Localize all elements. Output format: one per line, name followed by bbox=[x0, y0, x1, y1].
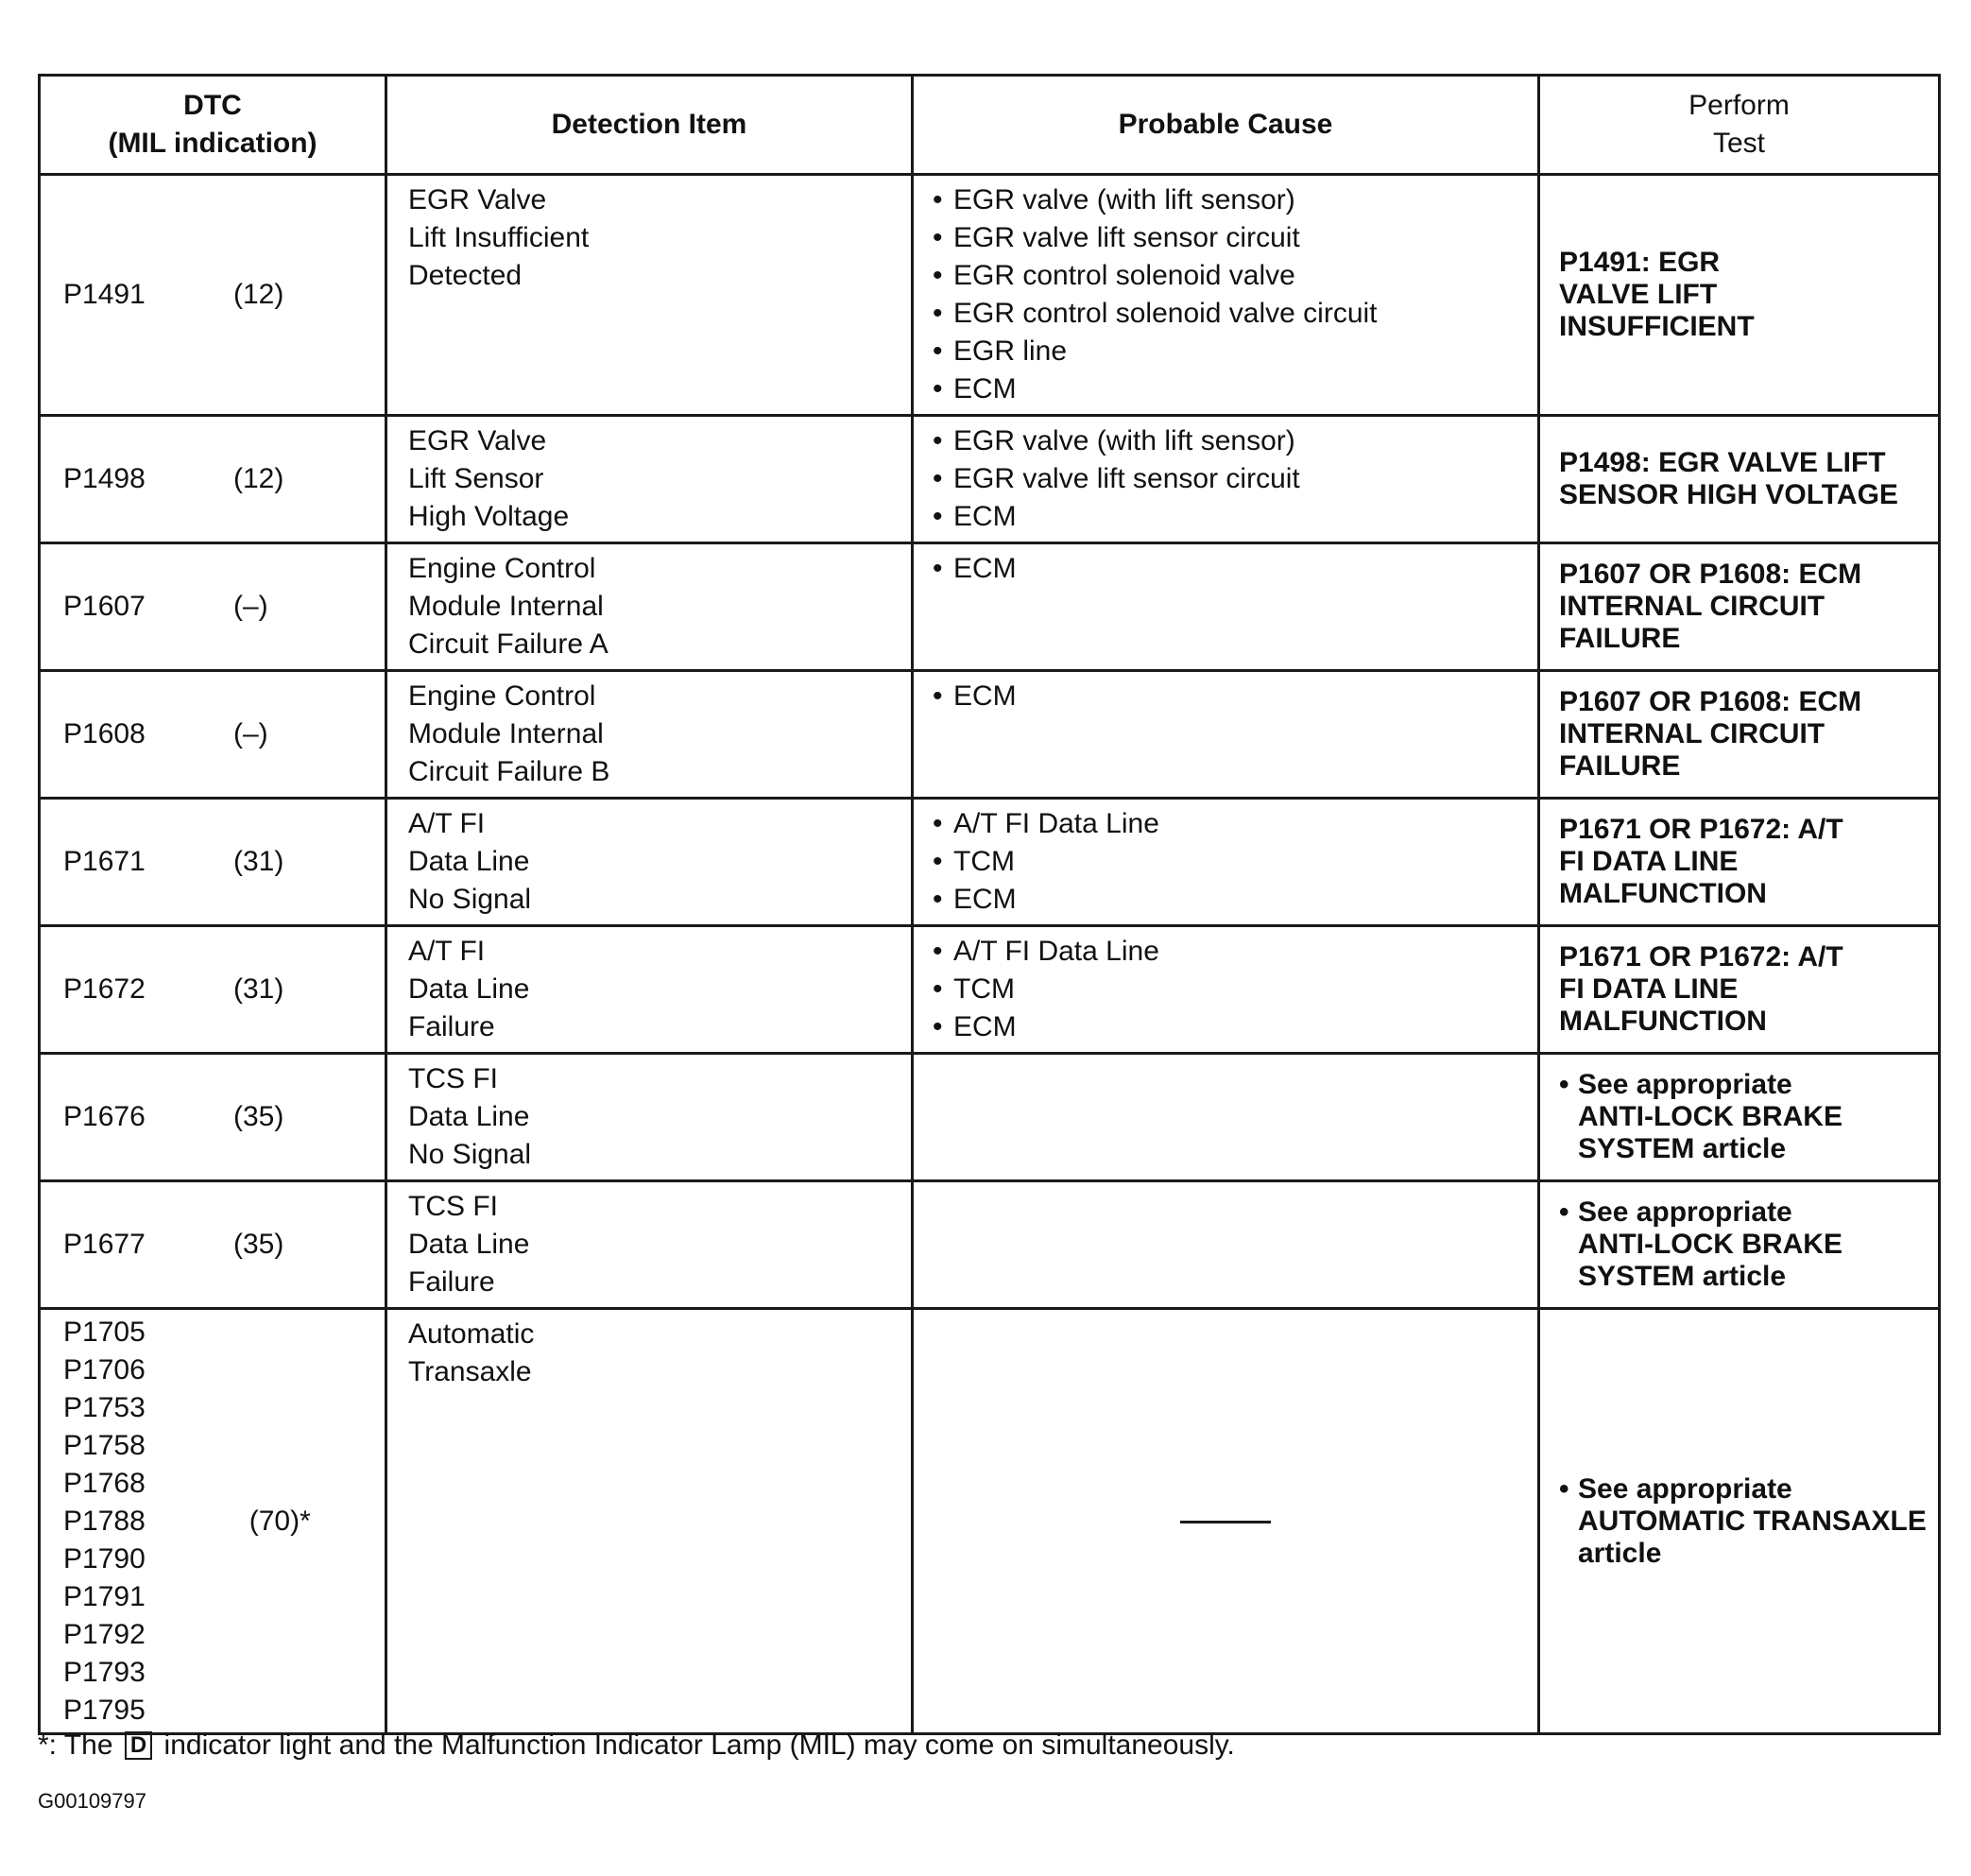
test-line: AUTOMATIC TRANSAXLE bbox=[1578, 1505, 1927, 1537]
dtc-code: P1498 bbox=[63, 463, 146, 494]
dtc-code: P1672 bbox=[63, 973, 146, 1005]
cause-cell bbox=[913, 175, 1539, 416]
bullet: • bbox=[933, 553, 943, 584]
table-row bbox=[40, 671, 1940, 799]
detection-line: Circuit Failure A bbox=[408, 628, 608, 660]
cause-item bbox=[933, 257, 1537, 295]
detection-line: Automatic bbox=[408, 1318, 535, 1350]
cause-cell bbox=[913, 543, 1539, 671]
test-line: P1607 OR P1608: ECM bbox=[1559, 559, 1862, 590]
bullet: • bbox=[1559, 1069, 1569, 1100]
dtc-cell bbox=[40, 416, 386, 543]
detection-line: Data Line bbox=[408, 973, 530, 1005]
dtc-code: P1671 bbox=[63, 846, 146, 877]
dtc-code: P1677 bbox=[63, 1229, 146, 1260]
cause-text: ECM bbox=[953, 680, 1017, 712]
cause-cell bbox=[913, 1181, 1539, 1309]
bullet: • bbox=[933, 680, 943, 712]
bullet: • bbox=[933, 373, 943, 404]
test-cell bbox=[1539, 416, 1940, 543]
detection-cell bbox=[386, 926, 913, 1054]
cause-text: EGR valve (with lift sensor) bbox=[953, 425, 1295, 456]
dtc-code: P1706 bbox=[63, 1353, 146, 1385]
dtc-cell bbox=[40, 799, 386, 926]
cause-item bbox=[933, 181, 1537, 219]
detection-line: Lift Sensor bbox=[408, 463, 544, 494]
bullet: • bbox=[933, 973, 943, 1005]
detection-line: High Voltage bbox=[408, 501, 570, 532]
cause-text: EGR control solenoid valve bbox=[953, 260, 1295, 291]
test-cell bbox=[1539, 1054, 1940, 1181]
dtc-mil: (35) bbox=[233, 1229, 284, 1260]
table-row bbox=[40, 543, 1940, 671]
detection-cell bbox=[386, 671, 913, 799]
detection-line: Module Internal bbox=[408, 718, 604, 749]
table-row bbox=[40, 799, 1940, 926]
cause-item bbox=[933, 550, 1537, 588]
table-row bbox=[40, 175, 1940, 416]
cause-item bbox=[933, 295, 1537, 333]
dash-mark bbox=[1180, 1521, 1271, 1523]
detection-line: No Signal bbox=[408, 884, 532, 915]
cause-item bbox=[933, 422, 1537, 460]
bullet: • bbox=[933, 936, 943, 967]
detection-line: A/T FI bbox=[408, 936, 486, 967]
cause-item bbox=[933, 1008, 1537, 1046]
dtc-code: P1792 bbox=[63, 1618, 146, 1650]
dtc-cell bbox=[40, 926, 386, 1054]
bullet: • bbox=[933, 1011, 943, 1042]
cause-text: EGR valve (with lift sensor) bbox=[953, 184, 1295, 215]
test-cell bbox=[1539, 671, 1940, 799]
cause-text: ECM bbox=[953, 553, 1017, 584]
cause-cell bbox=[913, 926, 1539, 1054]
cause-item bbox=[933, 219, 1537, 257]
dtc-code: P1795 bbox=[63, 1694, 146, 1726]
test-line: FAILURE bbox=[1559, 750, 1681, 782]
table-row-transaxle bbox=[40, 1309, 1940, 1734]
detection-line: Circuit Failure B bbox=[408, 756, 610, 787]
cause-text: A/T FI Data Line bbox=[953, 936, 1159, 967]
footnote-text: indicator light and the Malfunction Indicator Lamp (MIL) may come on simultaneously. bbox=[163, 1730, 1235, 1761]
dtc-mil: (12) bbox=[233, 463, 284, 494]
cause-item bbox=[933, 971, 1537, 1008]
detection-cell bbox=[386, 543, 913, 671]
dtc-cell bbox=[40, 671, 386, 799]
dtc-code: P1788 bbox=[63, 1505, 146, 1537]
detection-cell bbox=[386, 1181, 913, 1309]
bullet: • bbox=[933, 808, 943, 839]
test-line: See appropriate bbox=[1578, 1196, 1792, 1228]
cause-cell bbox=[913, 799, 1539, 926]
dtc-cell bbox=[40, 1181, 386, 1309]
test-line: P1671 OR P1672: A/T bbox=[1559, 941, 1843, 972]
cause-text: TCM bbox=[953, 973, 1015, 1005]
cause-text: A/T FI Data Line bbox=[953, 808, 1159, 839]
test-line: FAILURE bbox=[1559, 623, 1681, 654]
header-detection-item: Detection Item bbox=[386, 76, 913, 175]
detection-line: Failure bbox=[408, 1266, 495, 1298]
detection-line: EGR Valve bbox=[408, 184, 547, 215]
cause-text: ECM bbox=[953, 501, 1017, 532]
test-cell bbox=[1539, 799, 1940, 926]
cause-text: ECM bbox=[953, 1011, 1017, 1042]
dtc-code-list bbox=[63, 1314, 146, 1730]
dtc-code: P1608 bbox=[63, 718, 146, 749]
test-cell bbox=[1539, 926, 1940, 1054]
test-line: FI DATA LINE bbox=[1559, 973, 1739, 1005]
cause-item bbox=[933, 460, 1537, 498]
test-line: VALVE LIFT bbox=[1559, 279, 1718, 310]
test-line: INTERNAL CIRCUIT bbox=[1559, 591, 1825, 622]
footnote-prefix: *: The bbox=[38, 1730, 113, 1761]
cause-text: EGR valve lift sensor circuit bbox=[953, 222, 1300, 253]
dtc-code: P1791 bbox=[63, 1580, 146, 1612]
dtc-code: P1676 bbox=[63, 1101, 146, 1132]
dtc-cell bbox=[40, 1309, 386, 1734]
detection-cell bbox=[386, 175, 913, 416]
cause-cell bbox=[913, 671, 1539, 799]
dtc-code: P1607 bbox=[63, 591, 146, 622]
detection-line: EGR Valve bbox=[408, 425, 547, 456]
detection-line: Data Line bbox=[408, 1229, 530, 1260]
dtc-mil: (12) bbox=[233, 279, 284, 310]
table-row bbox=[40, 1181, 1940, 1309]
dtc-code: P1491 bbox=[63, 279, 146, 310]
detection-line: Module Internal bbox=[408, 591, 604, 622]
cause-item bbox=[933, 498, 1537, 536]
header-row bbox=[40, 76, 1940, 175]
dtc-mil: (31) bbox=[233, 973, 284, 1005]
cause-text: EGR valve lift sensor circuit bbox=[953, 463, 1300, 494]
detection-cell bbox=[386, 1309, 913, 1734]
detection-line: Detected bbox=[408, 260, 523, 291]
table-row bbox=[40, 1054, 1940, 1181]
cause-cell bbox=[913, 1309, 1539, 1734]
test-line: P1491: EGR bbox=[1559, 247, 1721, 278]
figure-id: G00109797 bbox=[38, 1789, 146, 1813]
cause-text: ECM bbox=[953, 884, 1017, 915]
dtc-code: P1768 bbox=[63, 1467, 146, 1499]
cause-cell bbox=[913, 416, 1539, 543]
dtc-cell bbox=[40, 1054, 386, 1181]
test-line: SYSTEM article bbox=[1578, 1261, 1787, 1292]
test-line: ANTI-LOCK BRAKE bbox=[1578, 1229, 1842, 1260]
test-line: INSUFFICIENT bbox=[1559, 311, 1755, 342]
test-line: See appropriate bbox=[1578, 1472, 1792, 1505]
table-row bbox=[40, 416, 1940, 543]
test-line: ANTI-LOCK BRAKE bbox=[1578, 1101, 1842, 1132]
dtc-mil: (35) bbox=[233, 1101, 284, 1132]
test-cell bbox=[1539, 175, 1940, 416]
detection-line: No Signal bbox=[408, 1139, 532, 1170]
header-dtc: DTC (MIL indication) bbox=[40, 76, 386, 175]
bullet: • bbox=[933, 463, 943, 494]
test-cell bbox=[1539, 543, 1940, 671]
test-cell bbox=[1539, 1181, 1940, 1309]
detection-line: Engine Control bbox=[408, 553, 596, 584]
test-line: P1671 OR P1672: A/T bbox=[1559, 814, 1843, 845]
bullet: • bbox=[1559, 1472, 1569, 1505]
detection-cell bbox=[386, 416, 913, 543]
test-line: MALFUNCTION bbox=[1559, 878, 1767, 909]
test-line: SYSTEM article bbox=[1578, 1133, 1787, 1164]
detection-line: Data Line bbox=[408, 846, 530, 877]
dtc-code: P1790 bbox=[63, 1542, 146, 1575]
bullet: • bbox=[933, 425, 943, 456]
cause-text: ECM bbox=[953, 373, 1017, 404]
detection-line: TCS FI bbox=[408, 1063, 498, 1094]
test-line: MALFUNCTION bbox=[1559, 1006, 1767, 1037]
bullet: • bbox=[933, 222, 943, 253]
dtc-mil: (–) bbox=[233, 718, 268, 749]
bullet: • bbox=[933, 298, 943, 329]
d-indicator-icon: D bbox=[125, 1731, 152, 1760]
cause-item bbox=[933, 333, 1537, 370]
header-probable-cause: Probable Cause bbox=[913, 76, 1539, 175]
bullet: • bbox=[1559, 1196, 1569, 1228]
bullet: • bbox=[933, 260, 943, 291]
detection-line: A/T FI bbox=[408, 808, 486, 839]
dtc-cell bbox=[40, 175, 386, 416]
detection-cell bbox=[386, 799, 913, 926]
cause-cell bbox=[913, 1054, 1539, 1181]
dtc-code: P1753 bbox=[63, 1391, 146, 1423]
detection-line: TCS FI bbox=[408, 1191, 498, 1222]
dtc-code: P1793 bbox=[63, 1656, 146, 1688]
bullet: • bbox=[933, 846, 943, 877]
test-line: FI DATA LINE bbox=[1559, 846, 1739, 877]
detection-cell bbox=[386, 1054, 913, 1181]
dtc-cell bbox=[40, 543, 386, 671]
cause-text: TCM bbox=[953, 846, 1015, 877]
cause-item bbox=[933, 843, 1537, 881]
test-line: article bbox=[1578, 1537, 1662, 1569]
dtc-mil: (31) bbox=[233, 846, 284, 877]
dtc-mil: (70)* bbox=[249, 1505, 311, 1537]
bullet: • bbox=[933, 501, 943, 532]
detection-line: Transaxle bbox=[408, 1356, 532, 1387]
detection-line: Failure bbox=[408, 1011, 495, 1042]
cause-item bbox=[933, 370, 1537, 408]
test-line: INTERNAL CIRCUIT bbox=[1559, 718, 1825, 749]
cause-item bbox=[933, 933, 1537, 971]
cause-text: EGR control solenoid valve circuit bbox=[953, 298, 1378, 329]
table-row bbox=[40, 926, 1940, 1054]
test-line: P1498: EGR VALVE LIFT bbox=[1559, 447, 1886, 478]
dtc-code: P1758 bbox=[63, 1429, 146, 1461]
dtc-code: P1705 bbox=[63, 1316, 146, 1348]
dtc-mil: (–) bbox=[233, 591, 268, 622]
bullet: • bbox=[933, 884, 943, 915]
bullet: • bbox=[933, 336, 943, 367]
bullet: • bbox=[933, 184, 943, 215]
detection-line: Data Line bbox=[408, 1101, 530, 1132]
test-line: SENSOR HIGH VOLTAGE bbox=[1559, 479, 1898, 510]
test-line: P1607 OR P1608: ECM bbox=[1559, 686, 1862, 717]
cause-item bbox=[933, 678, 1537, 715]
cause-item bbox=[933, 881, 1537, 919]
test-line: See appropriate bbox=[1578, 1069, 1792, 1100]
dtc-table bbox=[38, 74, 1941, 1735]
footnote bbox=[38, 1730, 1235, 1762]
detection-line: Engine Control bbox=[408, 680, 596, 712]
cause-text: EGR line bbox=[953, 336, 1068, 367]
test-cell bbox=[1539, 1309, 1940, 1734]
detection-line: Lift Insufficient bbox=[408, 222, 590, 253]
cause-item bbox=[933, 805, 1537, 843]
header-perform-test: Perform Test bbox=[1539, 76, 1940, 175]
